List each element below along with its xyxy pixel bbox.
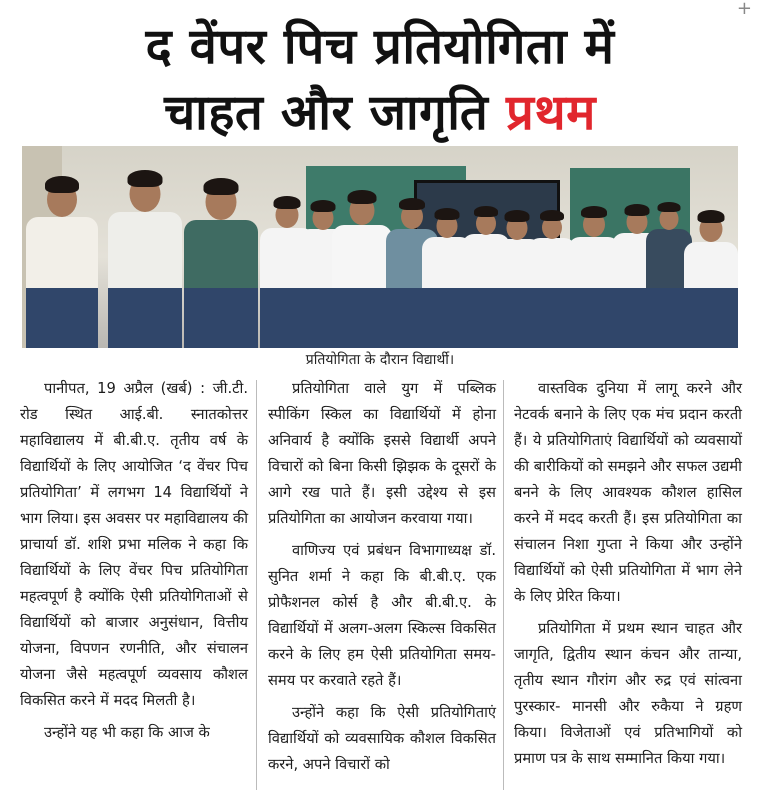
photo-person bbox=[108, 172, 182, 348]
paragraph: प्रतियोगिता में प्रथम स्थान चाहत और जागृति, द्वितीय स्थान कंचन और तान्या, तृतीय स्थान गौरांग और रुद्र एवं सांत्वना पुरस्कार- मानसी और रुकैया ने ग्रहण किया। विजेताओं एवं प्रतिभागियों को प्रमाण पत्र के साथ सम्मानित किया गया। bbox=[514, 620, 742, 767]
headline-line-2-main: चाहत और जागृति bbox=[164, 84, 489, 141]
photo-caption: प्रतियोगिता के दौरान विद्यार्थी। bbox=[305, 352, 455, 368]
headline-accent: प्रथम bbox=[505, 84, 596, 141]
paragraph: वास्तविक दुनिया में लागू करने और नेटवर्क बनाने के लिए एक मंच प्रदान करती हैं। ये प्रतियोगिताएं विद्यार्थियों को व्यवसायों की बारीकियों को समझने और सफल उद्यमी बनने के लिए आवश्यक कौशल हासिल करने में मदद करती हैं। इस प्रतियोगिता का संचालन निशा गुप्ता ने किया और उन्होंने विद्यार्थियों को ऐसी प्रतियोगिता में भाग लेने के लिए प्रेरित किया। bbox=[514, 380, 742, 605]
headline-line-1: द वेंपर पिच प्रतियोगिता में bbox=[145, 18, 615, 75]
column-divider bbox=[503, 380, 504, 790]
paragraph: प्रतियोगिता वाले युग में पब्लिक स्पीकिंग स्किल का विद्यार्थियों में होना अनिवार्य है क्योंकि इससे विद्यार्थी अपने विचारों को बिना किसी झिझक के दूसरों के आगे रख पाते हैं। इसी उद्देश्य से इस प्रतियोगिता का आयोजन करवाया गया। bbox=[268, 380, 496, 527]
headline bbox=[0, 14, 760, 146]
photo-person bbox=[332, 192, 392, 348]
article-column-1 bbox=[20, 376, 248, 746]
article-column-2 bbox=[268, 376, 496, 778]
photo-person bbox=[684, 212, 738, 348]
plus-icon: + bbox=[736, 0, 752, 19]
paragraph: उन्होंने कहा कि ऐसी प्रतियोगिताएं विद्यार्थियों को व्यवसायिक कौशल विकसित करने, अपने विचारों को bbox=[268, 704, 496, 773]
headline-line-2 bbox=[0, 80, 760, 146]
paragraph: उन्होंने यह भी कहा कि आज के bbox=[44, 724, 210, 741]
column-divider bbox=[256, 380, 257, 790]
paragraph: पानीपत, 19 अप्रैल (खर्ब) : जी.टी. रोड स्थित आई.बी. स्नातकोत्तर महाविद्यालय में बी.बी.ए. तृतीय वर्ष के विद्यार्थियों के लिए आयोजित ‘द वेंचर पिच प्रतियोगिता’ में लगभग 14 विद्यार्थियों ने भाग लिया। इस अवसर पर महाविद्यालय की प्राचार्या डॉ. शशि प्रभा मलिक ने कहा कि विद्यार्थियों के लिए वेंचर पिच प्रतियोगिता महत्वपूर्ण है क्योंकि ऐसी प्रतियोगिताओं से विद्यार्थियों को बाजार अनुसंधान, वित्तीय योजना, विपणन रणनीति, और संचालन योजना जैसे महत्वपूर्ण व्यवसाय कौशल विकसित करने में मदद मिलती है। bbox=[20, 380, 248, 709]
article-column-3 bbox=[514, 376, 742, 772]
group-photo bbox=[22, 146, 738, 348]
photo-person bbox=[184, 180, 258, 348]
paragraph: वाणिज्य एवं प्रबंधन विभागाध्यक्ष डॉ. सुनित शर्मा ने कहा कि बी.बी.ए. एक प्रोफैशनल कोर्स है और बी.बी.ए. के विद्यार्थियों में अलग-अलग स्किल्स विकसित करने के लिए हम ऐसी प्रतियोगिता समय-समय पर करवाते रहते हैं। bbox=[268, 542, 496, 689]
photo-person bbox=[26, 178, 98, 348]
